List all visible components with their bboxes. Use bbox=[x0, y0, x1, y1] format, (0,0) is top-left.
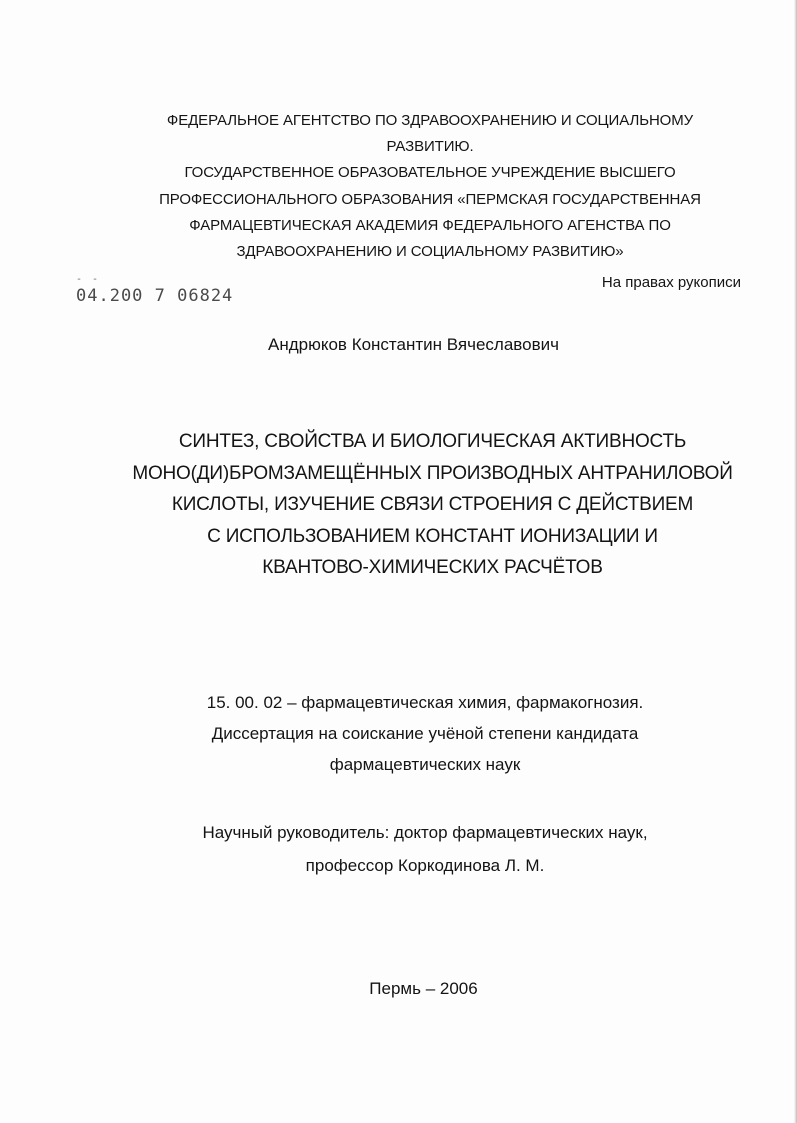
header-line: ФАРМАЦЕВТИЧЕСКАЯ АКАДЕМИЯ ФЕДЕРАЛЬНОГО АГЕНСТВА ПО bbox=[189, 216, 671, 234]
title-line: СИНТЕЗ, СВОЙСТВА И БИОЛОГИЧЕСКАЯ АКТИВНОСТЬ bbox=[178, 431, 687, 452]
title-line: КИСЛОТЫ, ИЗУЧЕНИЕ СВЯЗИ СТРОЕНИЯ С ДЕЙСТВИЕМ bbox=[171, 494, 694, 515]
header-line: ГОСУДАРСТВЕННОЕ ОБРАЗОВАТЕЛЬНОЕ УЧРЕЖДЕНИЕ ВЫСШЕГО bbox=[184, 164, 676, 182]
archive-code-value: 04.200 7 06824 bbox=[76, 286, 234, 306]
specialty-line: 15. 00. 02 – фармацевтическая химия, фармакогнозия. bbox=[206, 693, 644, 712]
header-line: РАЗВИТИЮ. bbox=[386, 138, 474, 156]
institution-header bbox=[120, 108, 740, 265]
supervisor-block bbox=[140, 816, 710, 882]
specialty-line: Диссертация на соискание учёной степени кандидата bbox=[211, 724, 639, 743]
title-line: КВАНТОВО-ХИМИЧЕСКИХ РАСЧЁТОВ bbox=[262, 557, 603, 578]
supervisor-line: профессор Коркодинова Л. М. bbox=[305, 856, 545, 875]
rights-note: На правах рукописи bbox=[601, 274, 741, 291]
title-line: МОНО(ДИ)БРОМЗАМЕЩЁННЫХ ПРОИЗВОДНЫХ АНТРАНИЛОВОЙ bbox=[132, 462, 733, 484]
specialty-block bbox=[140, 687, 710, 780]
header-line: ЗДРАВООХРАНЕНИЮ И СОЦИАЛЬНОМУ РАЗВИТИЮ» bbox=[236, 243, 624, 261]
archive-code-marks: - - bbox=[76, 274, 101, 285]
title-line: С ИСПОЛЬЗОВАНИЕМ КОНСТАНТ ИОНИЗАЦИИ И bbox=[207, 525, 658, 547]
dissertation-title bbox=[120, 426, 745, 584]
author-name: Андрюков Константин Вячеславович bbox=[268, 335, 559, 354]
city-year: Пермь – 2006 bbox=[369, 979, 478, 998]
supervisor-line: Научный руководитель: доктор фармацевтических наук, bbox=[202, 823, 648, 842]
specialty-line: фармацевтических наук bbox=[329, 755, 521, 774]
header-line: ПРОФЕССИОНАЛЬНОГО ОБРАЗОВАНИЯ «ПЕРМСКАЯ ГОСУДАРСТВЕННАЯ bbox=[159, 190, 701, 208]
archive-code bbox=[76, 274, 234, 306]
header-line: ФЕДЕРАЛЬНОЕ АГЕНТСТВО ПО ЗДРАВООХРАНЕНИЮ И СОЦИАЛЬНОМУ bbox=[166, 112, 694, 129]
